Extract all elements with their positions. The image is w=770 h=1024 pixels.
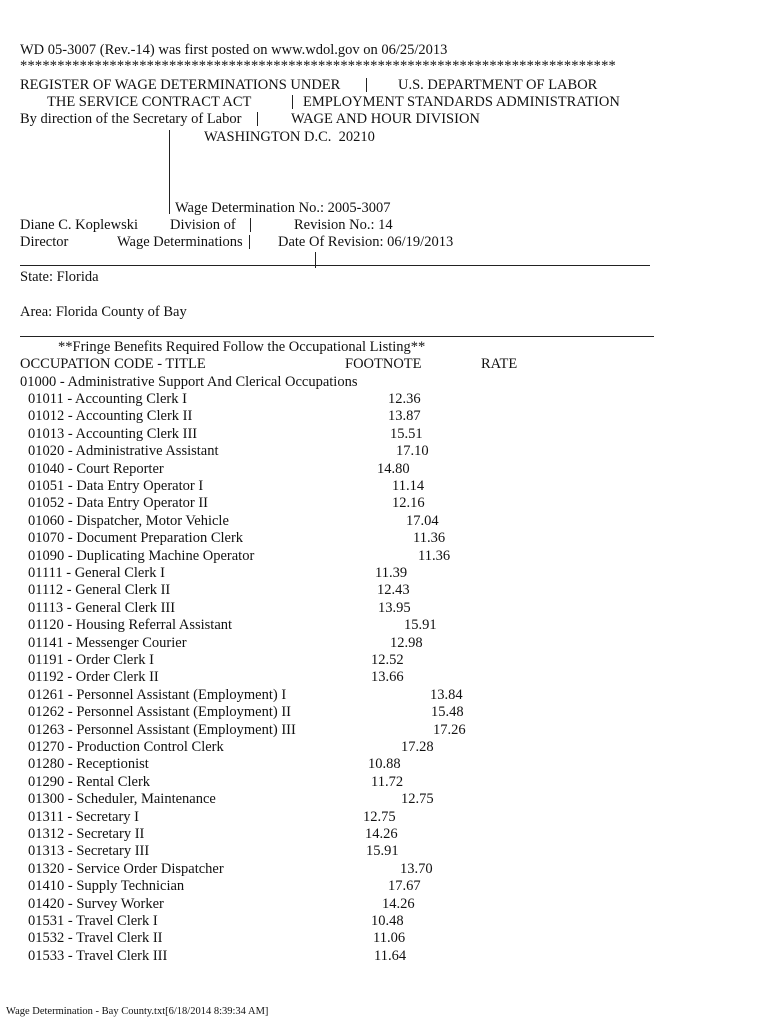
occupation-rate: 12.16	[392, 495, 425, 511]
column-header-footnote: FOOTNOTE	[345, 356, 422, 372]
revision-date: Date Of Revision: 06/19/2013	[278, 234, 454, 250]
occupation-rate: 11.39	[375, 565, 408, 581]
occupation-title: 01070 - Document Preparation Clerk	[28, 530, 244, 546]
occupation-title: 01300 - Scheduler, Maintenance	[28, 791, 216, 807]
occupation-title: 01011 - Accounting Clerk I	[28, 391, 187, 407]
fringe-note: **Fringe Benefits Required Follow the Occupational Listing**	[58, 339, 426, 355]
occupation-rate: 11.06	[373, 930, 406, 946]
occupation-title: 01090 - Duplicating Machine Operator	[28, 548, 255, 564]
occupation-rate: 12.36	[388, 391, 421, 407]
occupation-title: 01060 - Dispatcher, Motor Vehicle	[28, 513, 229, 529]
occupation-title: 01113 - General Clerk III	[28, 600, 176, 616]
occupation-title: 01320 - Service Order Dispatcher	[28, 861, 224, 877]
column-header-occupation: OCCUPATION CODE - TITLE	[20, 356, 206, 372]
occupation-title: 01192 - Order Clerk II	[28, 669, 159, 685]
occupation-title: 01052 - Data Entry Operator II	[28, 495, 208, 511]
occupation-rate: 11.64	[374, 948, 407, 964]
occupation-title: 01312 - Secretary II	[28, 826, 145, 842]
header-right-3: WAGE AND HOUR DIVISION	[291, 111, 480, 127]
occupation-rate: 10.48	[371, 913, 404, 929]
header-left-3: By direction of the Secretary of Labor	[20, 111, 242, 127]
occupation-title: 01262 - Personnel Assistant (Employment) II	[28, 704, 291, 720]
occupation-rate: 13.70	[400, 861, 433, 877]
divider-rule	[20, 336, 654, 337]
occupation-title: 01020 - Administrative Assistant	[28, 443, 219, 459]
occupation-title: 01261 - Personnel Assistant (Employment) I	[28, 687, 287, 703]
occupation-rate: 11.36	[418, 548, 451, 564]
column-header-rate: RATE	[481, 356, 518, 372]
occupation-rate: 17.10	[396, 443, 429, 459]
occupation-title: 01191 - Order Clerk I	[28, 652, 154, 668]
occupation-title: 01051 - Data Entry Operator I	[28, 478, 204, 494]
revision-number: Revision No.: 14	[294, 217, 393, 233]
occupation-rate: 12.75	[401, 791, 434, 807]
page-footer: Wage Determination - Bay County.txt[6/18/2014 8:39:34 AM]	[6, 1006, 269, 1017]
occupation-title: 01531 - Travel Clerk I	[28, 913, 158, 929]
occupation-title: 01013 - Accounting Clerk III	[28, 426, 198, 442]
occupation-title: 01012 - Accounting Clerk II	[28, 408, 193, 424]
occupation-title: 01313 - Secretary III	[28, 843, 150, 859]
stars-divider: ********************************************************************************	[20, 58, 616, 74]
header-right-1: U.S. DEPARTMENT OF LABOR	[398, 77, 598, 93]
header-left-1: REGISTER OF WAGE DETERMINATIONS UNDER	[20, 77, 341, 93]
header-separator	[250, 218, 251, 232]
occupation-title: 01532 - Travel Clerk II	[28, 930, 163, 946]
occupation-title: 01112 - General Clerk II	[28, 582, 171, 598]
occupation-rate: 11.14	[392, 478, 425, 494]
header-separator	[292, 95, 293, 109]
occupation-rate: 12.43	[377, 582, 410, 598]
header-separator	[257, 112, 258, 126]
posting-line: WD 05-3007 (Rev.-14) was first posted on www.wdol.gov on 06/25/2013	[20, 42, 448, 58]
occupation-title: 01120 - Housing Referral Assistant	[28, 617, 233, 633]
signatory-title: Director	[20, 234, 69, 250]
signatory-name: Diane C. Koplewski	[20, 217, 138, 233]
area-label: Area: Florida County of Bay	[20, 304, 187, 320]
occupation-title: 01280 - Receptionist	[28, 756, 149, 772]
occupation-rate: 15.48	[431, 704, 464, 720]
occupation-rate: 14.26	[365, 826, 398, 842]
occupation-rate: 12.98	[390, 635, 423, 651]
occupation-title: 01263 - Personnel Assistant (Employment) III	[28, 722, 296, 738]
header-separator	[169, 130, 170, 214]
occupation-title: 01290 - Rental Clerk	[28, 774, 151, 790]
occupation-rate: 14.80	[377, 461, 410, 477]
occupation-group-title: 01000 - Administrative Support And Clerical Occupations	[20, 374, 358, 390]
occupation-rate: 15.91	[366, 843, 399, 859]
header-left-2: THE SERVICE CONTRACT ACT	[47, 94, 252, 110]
state-label: State: Florida	[20, 269, 99, 285]
occupation-title: 01141 - Messenger Courier	[28, 635, 187, 651]
division-line-2: Wage Determinations	[117, 234, 243, 250]
occupation-rate: 17.28	[401, 739, 434, 755]
header-separator	[249, 235, 250, 249]
header-right-2: EMPLOYMENT STANDARDS ADMINISTRATION	[303, 94, 620, 110]
occupation-rate: 13.87	[388, 408, 421, 424]
occupation-title: 01410 - Supply Technician	[28, 878, 185, 894]
occupation-rate: 11.36	[413, 530, 446, 546]
occupation-title: 01311 - Secretary I	[28, 809, 139, 825]
occupation-title: 01420 - Survey Worker	[28, 896, 164, 912]
occupation-rate: 15.91	[404, 617, 437, 633]
header-separator	[366, 78, 367, 92]
wd-number: Wage Determination No.: 2005-3007	[175, 200, 391, 216]
occupation-rate: 12.52	[371, 652, 404, 668]
occupation-rate: 17.04	[406, 513, 439, 529]
divider-rule	[20, 265, 650, 266]
occupation-rate: 11.72	[371, 774, 404, 790]
occupation-rate: 17.67	[388, 878, 421, 894]
header-right-4: WASHINGTON D.C. 20210	[204, 129, 375, 145]
occupation-rate: 10.88	[368, 756, 401, 772]
occupation-title: 01111 - General Clerk I	[28, 565, 165, 581]
occupation-title: 01270 - Production Control Clerk	[28, 739, 224, 755]
division-line-1: Division of	[170, 217, 236, 233]
occupation-rate: 17.26	[433, 722, 466, 738]
occupation-rate: 13.84	[430, 687, 463, 703]
occupation-rate: 14.26	[382, 896, 415, 912]
occupation-rate: 13.66	[371, 669, 404, 685]
occupation-rate: 15.51	[390, 426, 423, 442]
occupation-rate: 12.75	[363, 809, 396, 825]
occupation-title: 01040 - Court Reporter	[28, 461, 164, 477]
occupation-title: 01533 - Travel Clerk III	[28, 948, 168, 964]
occupation-rate: 13.95	[378, 600, 411, 616]
